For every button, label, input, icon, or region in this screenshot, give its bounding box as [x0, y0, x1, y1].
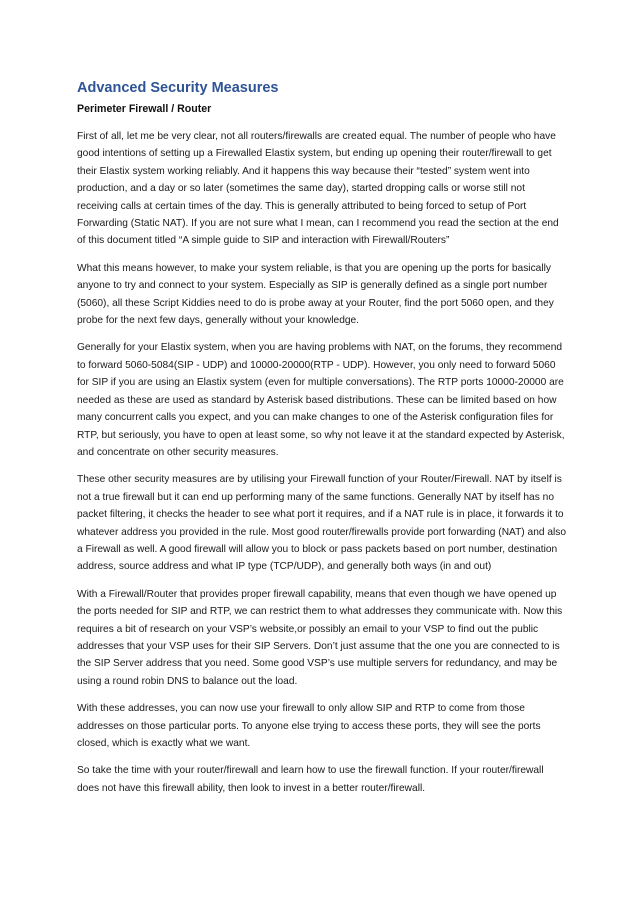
paragraph-6: With these addresses, you can now use your firewall to only allow SIP and RTP to come from those addresses on those particular ports. To anyone else trying to access these ports, they will see the ports closed, which is exactly what we want. — [77, 703, 541, 749]
paragraph-1: First of all, let me be very clear, not all routers/firewalls are created equal. The number of people who have good intentions of setting up a Firewalled Elastix system, but ending up opening their router/firewall to get their Elastix system working reliably. And it happens this way because their “tested” system went into production, and a day or so later (sometimes the same day), started dropping calls or worse still not receiving calls at certain times of the day. This is generally attributed to being forced to setup of Port Forwarding (Static NAT). If you are not sure what I mean, can I recommend you read the section at the end of this document titled “A simple guide to SIP and interaction with Firewall/Routers” — [77, 131, 559, 247]
paragraph-5: With a Firewall/Router that provides proper firewall capability, means that even though we have opened up the ports needed for SIP and RTP, we can restrict them to what addresses they communicate with. Now this requires a bit of research on your VSP’s website,or possibly an email to your VSP to find out the public addresses that your VSP uses for their SIP Servers. Don’t just assume that the one you are connected to is the SIP Server address that you need. Some good VSP’s use multiple servers for redundancy, and may be using a round robin DNS to balance out the load. — [77, 588, 563, 687]
paragraph-2: What this means however, to make your system reliable, is that you are opening up the ports for basically anyone to try and connect to your system. Especially as SIP is generally defined as a single port number (5060), all these Script Kiddies need to do is probe away at your Router, find the port 5060 open, and they probe for the next few days, generally without your knowledge. — [77, 262, 554, 327]
paragraph-7: So take the time with your router/firewall and learn how to use the firewall function. If your router/firewall does not have this firewall ability, then look to invest in a better router/firewall. — [77, 765, 544, 794]
document-page — [77, 78, 567, 797]
paragraph-3: Generally for your Elastix system, when you are having problems with NAT, on the forums, they recommend to forward 5060-5084(SIP - UDP) and 10000-20000(RTP - UDP). However, you only need to forward 5060 for SIP if you are using an Elastix system (even for multiple conversations). The RTP ports 10000-20000 are needed as these are used as standard by Asterisk based distributions. These can be limited based on how many concurrent calls you expect, and you can make changes to one of the Asterisk configuration files for RTP, but seriously, you have to open at least some, so why not leave it at the standard expected by Asterisk, and concentrate on other security measures. — [77, 342, 565, 458]
section-title: Advanced Security Measures — [77, 80, 279, 96]
section-subtitle: Perimeter Firewall / Router — [77, 103, 212, 115]
paragraph-4: These other security measures are by utilising your Firewall function of your Router/Firewall. NAT by itself is not a true firewall but it can end up performing many of the same functions. Generally NAT by itself has no packet filtering, it checks the header to see what port it requires, and if a NAT rule is in place, it forwards it to whatever address you provided in the rule. Most good router/firewalls provide port forwarding (NAT) and also a Firewall as well. A good firewall will allow you to block or pass packets based on port number, destination address, source address and what IP type (TCP/UDP), and generally both ways (in and out) — [77, 474, 567, 573]
